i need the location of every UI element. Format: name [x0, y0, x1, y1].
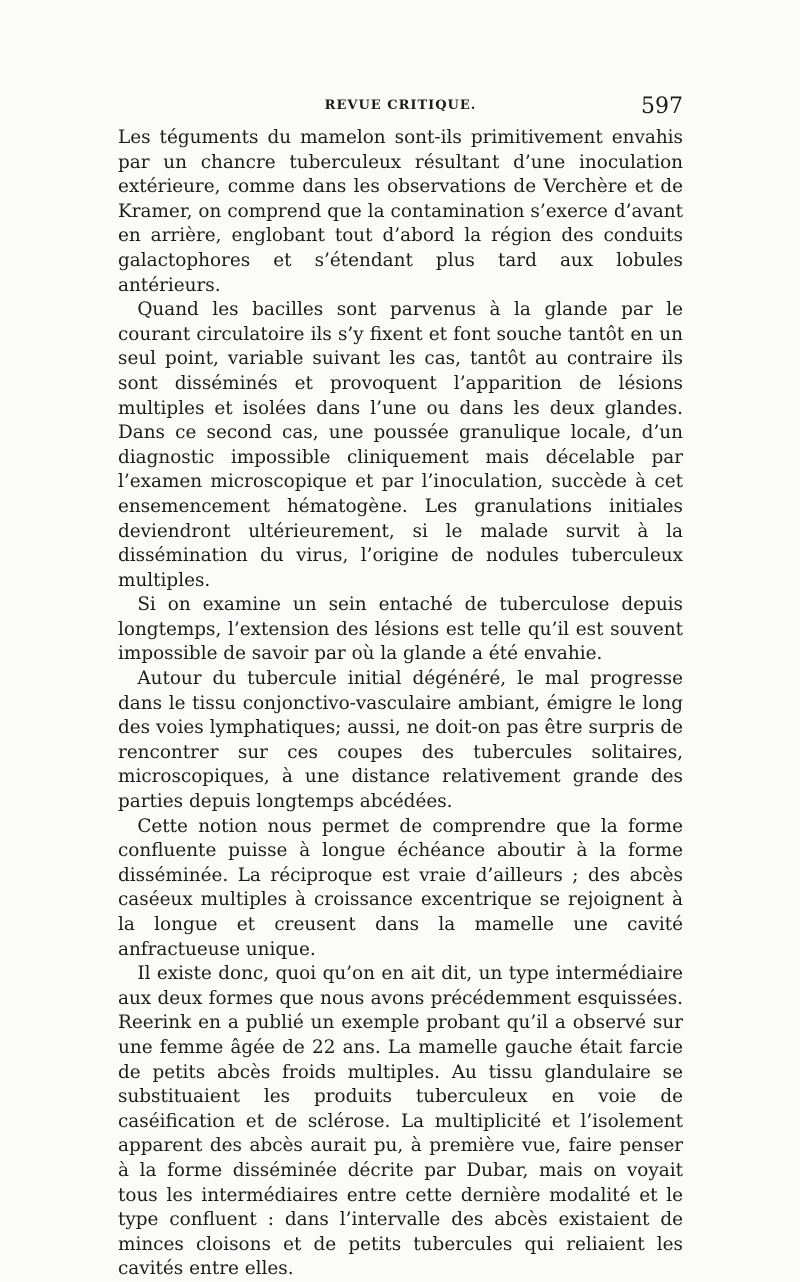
paragraph-4: Autour du tubercule initial dégénéré, le mal progresse dans le tissu conjonctivo-vasculaire ambiant, émigre le long des voies lymphatiques; aussi, ne doit-on pas être surpris de rencontrer sur ces coupes des tubercules solitaires, microscopiques, à une distance relativement grande des parties depuis longtemps abcédées. — [118, 668, 683, 813]
body-text — [118, 126, 683, 1282]
page-number: 597 — [641, 94, 683, 119]
paragraph-6: Il existe donc, quoi qu’on en ait dit, un type intermédiaire aux deux formes que nous avons précédemment esquissées. Reerink en a publié un exemple probant qu’il a observé sur une femme âgée de 22 ans. La mamelle gauche était farcie de petits abcès froids multiples. Au tissu glandulaire se substituaient les produits tuberculeux en voie de caséification et de sclérose. La multiplicité et l’isolement apparent des abcès aurait pu, à première vue, faire penser à la forme disséminée décrite par Dubar, mais on voyait tous les intermédiaires entre cette dernière modalité et le type confluent : dans l’intervalle des abcès existaient de minces cloisons et de petits tubercules qui reliaient les cavités entre elles. — [118, 963, 683, 1280]
running-title: REVUE CRITIQUE. — [324, 98, 477, 113]
running-head — [118, 94, 683, 124]
document-page — [118, 94, 683, 1282]
paragraph-1: Les téguments du mamelon sont-ils primitivement envahis par un chancre tuberculeux résultant d’une inoculation extérieure, comme dans les observations de Verchère et de Kramer, on comprend que la contamination s’exerce d’avant en arrière, englobant tout d’abord la région des conduits galactophores et s’étendant plus tard aux lobules antérieurs. — [118, 127, 683, 296]
paragraph-3: Si on examine un sein entaché de tuberculose depuis longtemps, l’extension des lésions est telle qu’il est souvent impossible de savoir par où la glande a été envahie. — [118, 594, 683, 665]
paragraph-5: Cette notion nous permet de comprendre que la forme confluente puisse à longue échéance aboutir à la forme disséminée. La réciproque est vraie d’ailleurs ; des abcès caséeux multiples à croissance excentrique se rejoignent à la longue et creusent dans la mamelle une cavité anfractueuse unique. — [118, 815, 683, 960]
paragraph-2: Quand les bacilles sont parvenus à la glande par le courant circulatoire ils s’y fixent et font souche tantôt en un seul point, variable suivant les cas, tantôt au contraire ils sont disséminés et provoquent l’apparition de lésions multiples et isolées dans l’une ou dans les deux glandes. Dans ce second cas, une poussée granulique locale, d’un diagnostic impossible cliniquement mais décelable par l’examen microscopique et par l’inoculation, succède à cet ensemencement hématogène. Les granulations initiales deviendront ultérieurement, si le malade survit à la dissémination du virus, l’origine de nodules tuberculeux multiples. — [118, 299, 683, 591]
